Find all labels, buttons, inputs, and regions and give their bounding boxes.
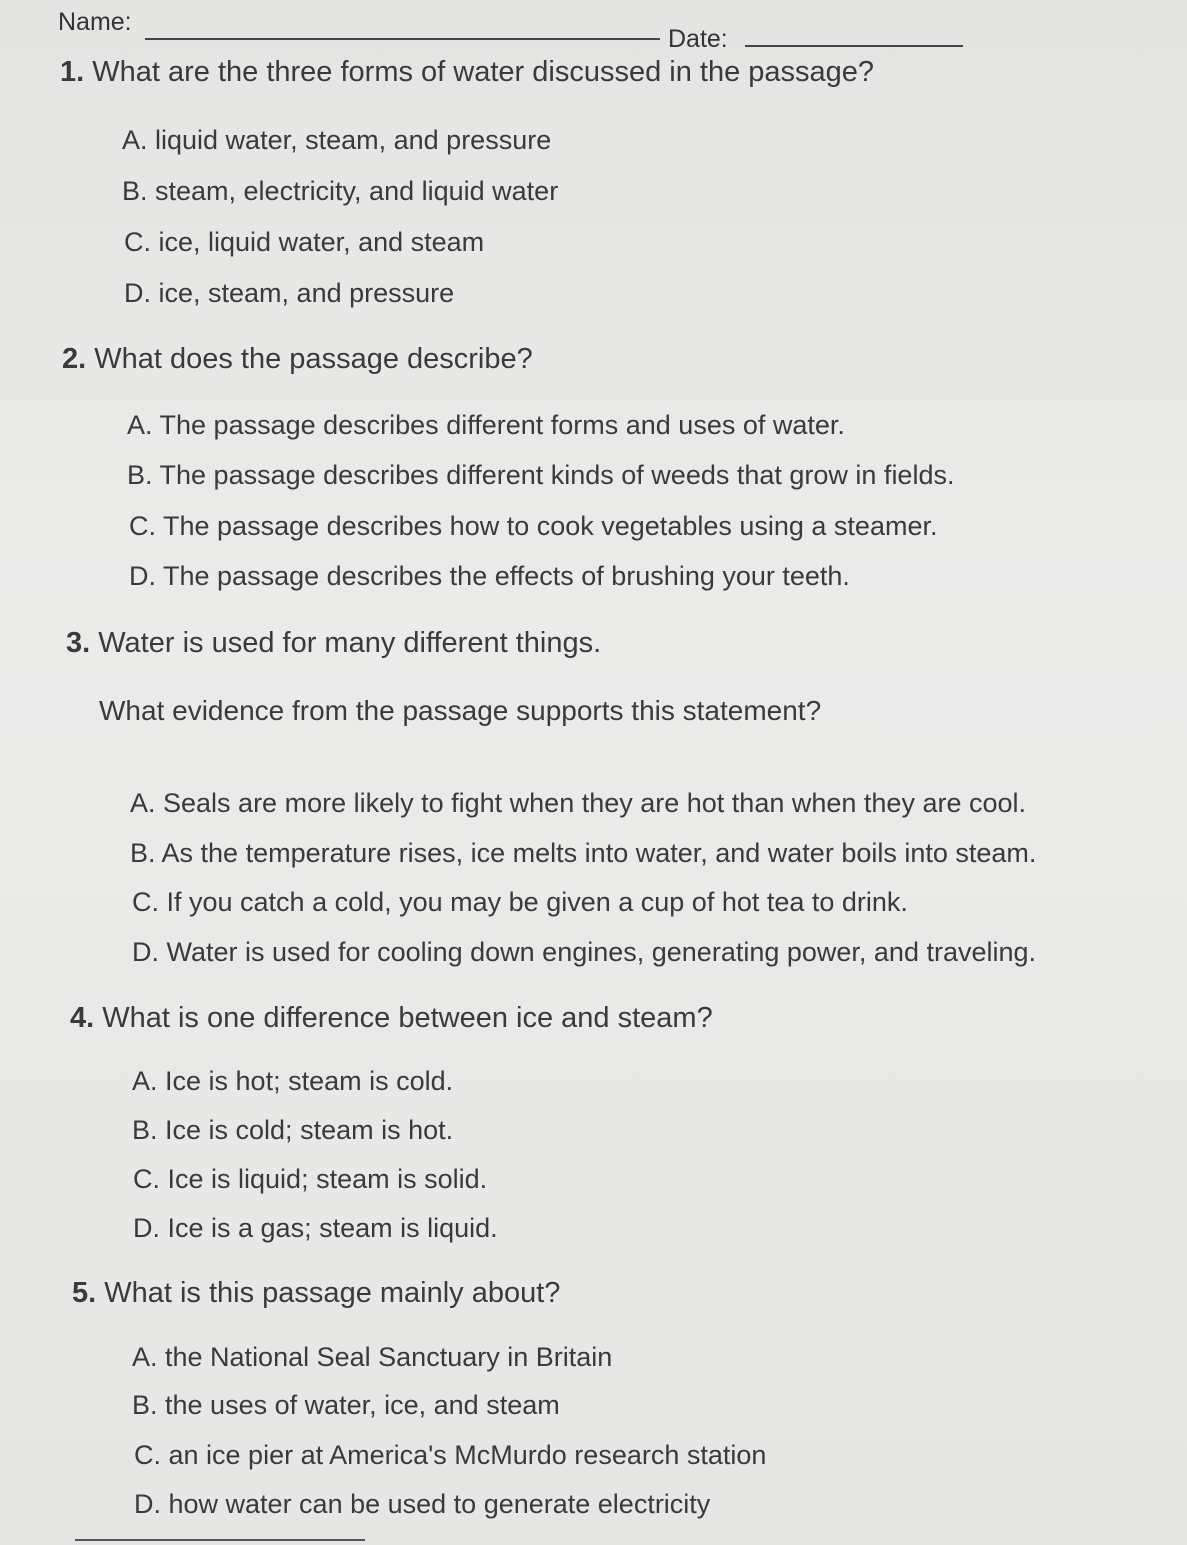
question-3 (66, 627, 601, 660)
question-text: What is one difference between ice and steam? (102, 1002, 713, 1034)
question-4 (70, 1002, 713, 1035)
date-label: Date: (668, 25, 728, 53)
question-number: 5. (72, 1277, 97, 1309)
question-5 (72, 1277, 560, 1310)
q5-option-d[interactable]: D. how water can be used to generate electricity (134, 1489, 711, 1519)
q3-option-b[interactable]: B. As the temperature rises, ice melts into water, and water boils into steam. (130, 838, 1037, 868)
question-number: 4. (70, 1002, 95, 1034)
question-1 (60, 56, 874, 89)
question-text: What are the three forms of water discussed in the passage? (92, 56, 875, 88)
q4-option-a[interactable]: A. Ice is hot; steam is cold. (132, 1066, 454, 1096)
q3-option-d[interactable]: D. Water is used for cooling down engines, generating power, and traveling. (132, 937, 1037, 967)
date-field-line[interactable] (745, 45, 963, 47)
question-number: 3. (66, 627, 91, 659)
bottom-divider (75, 1539, 365, 1541)
question-text: What is this passage mainly about? (104, 1277, 561, 1309)
q1-option-b[interactable]: B. steam, electricity, and liquid water (122, 176, 559, 206)
q2-option-c[interactable]: C. The passage describes how to cook vegetables using a steamer. (129, 511, 938, 541)
question-number: 1. (60, 56, 85, 88)
q5-option-a[interactable]: A. the National Seal Sanctuary in Britain (132, 1342, 613, 1372)
name-label: Name: (58, 8, 132, 36)
q5-option-c[interactable]: C. an ice pier at America's McMurdo research station (134, 1440, 767, 1470)
question-2 (62, 343, 533, 376)
name-field-line[interactable] (145, 38, 660, 40)
q4-option-c[interactable]: C. Ice is liquid; steam is solid. (133, 1164, 488, 1194)
q4-option-d[interactable]: D. Ice is a gas; steam is liquid. (133, 1213, 498, 1243)
q4-option-b[interactable]: B. Ice is cold; steam is hot. (132, 1115, 454, 1145)
question-text: What does the passage describe? (94, 343, 533, 375)
question-number: 2. (62, 343, 87, 375)
q1-option-d[interactable]: D. ice, steam, and pressure (124, 278, 455, 308)
question-3-prompt: What evidence from the passage supports this statement? (99, 695, 822, 726)
q1-option-c[interactable]: C. ice, liquid water, and steam (124, 227, 485, 257)
q2-option-d[interactable]: D. The passage describes the effects of brushing your teeth. (129, 561, 850, 591)
q2-option-a[interactable]: A. The passage describes different forms and uses of water. (127, 410, 845, 440)
question-text: Water is used for many different things. (98, 627, 602, 659)
q3-option-c[interactable]: C. If you catch a cold, you may be given a cup of hot tea to drink. (132, 887, 908, 917)
q5-option-b[interactable]: B. the uses of water, ice, and steam (132, 1390, 560, 1420)
q2-option-b[interactable]: B. The passage describes different kinds of weeds that grow in fields. (127, 460, 955, 490)
q3-option-a[interactable]: A. Seals are more likely to fight when they are hot than when they are cool. (130, 788, 1026, 818)
q1-option-a[interactable]: A. liquid water, steam, and pressure (122, 125, 552, 155)
